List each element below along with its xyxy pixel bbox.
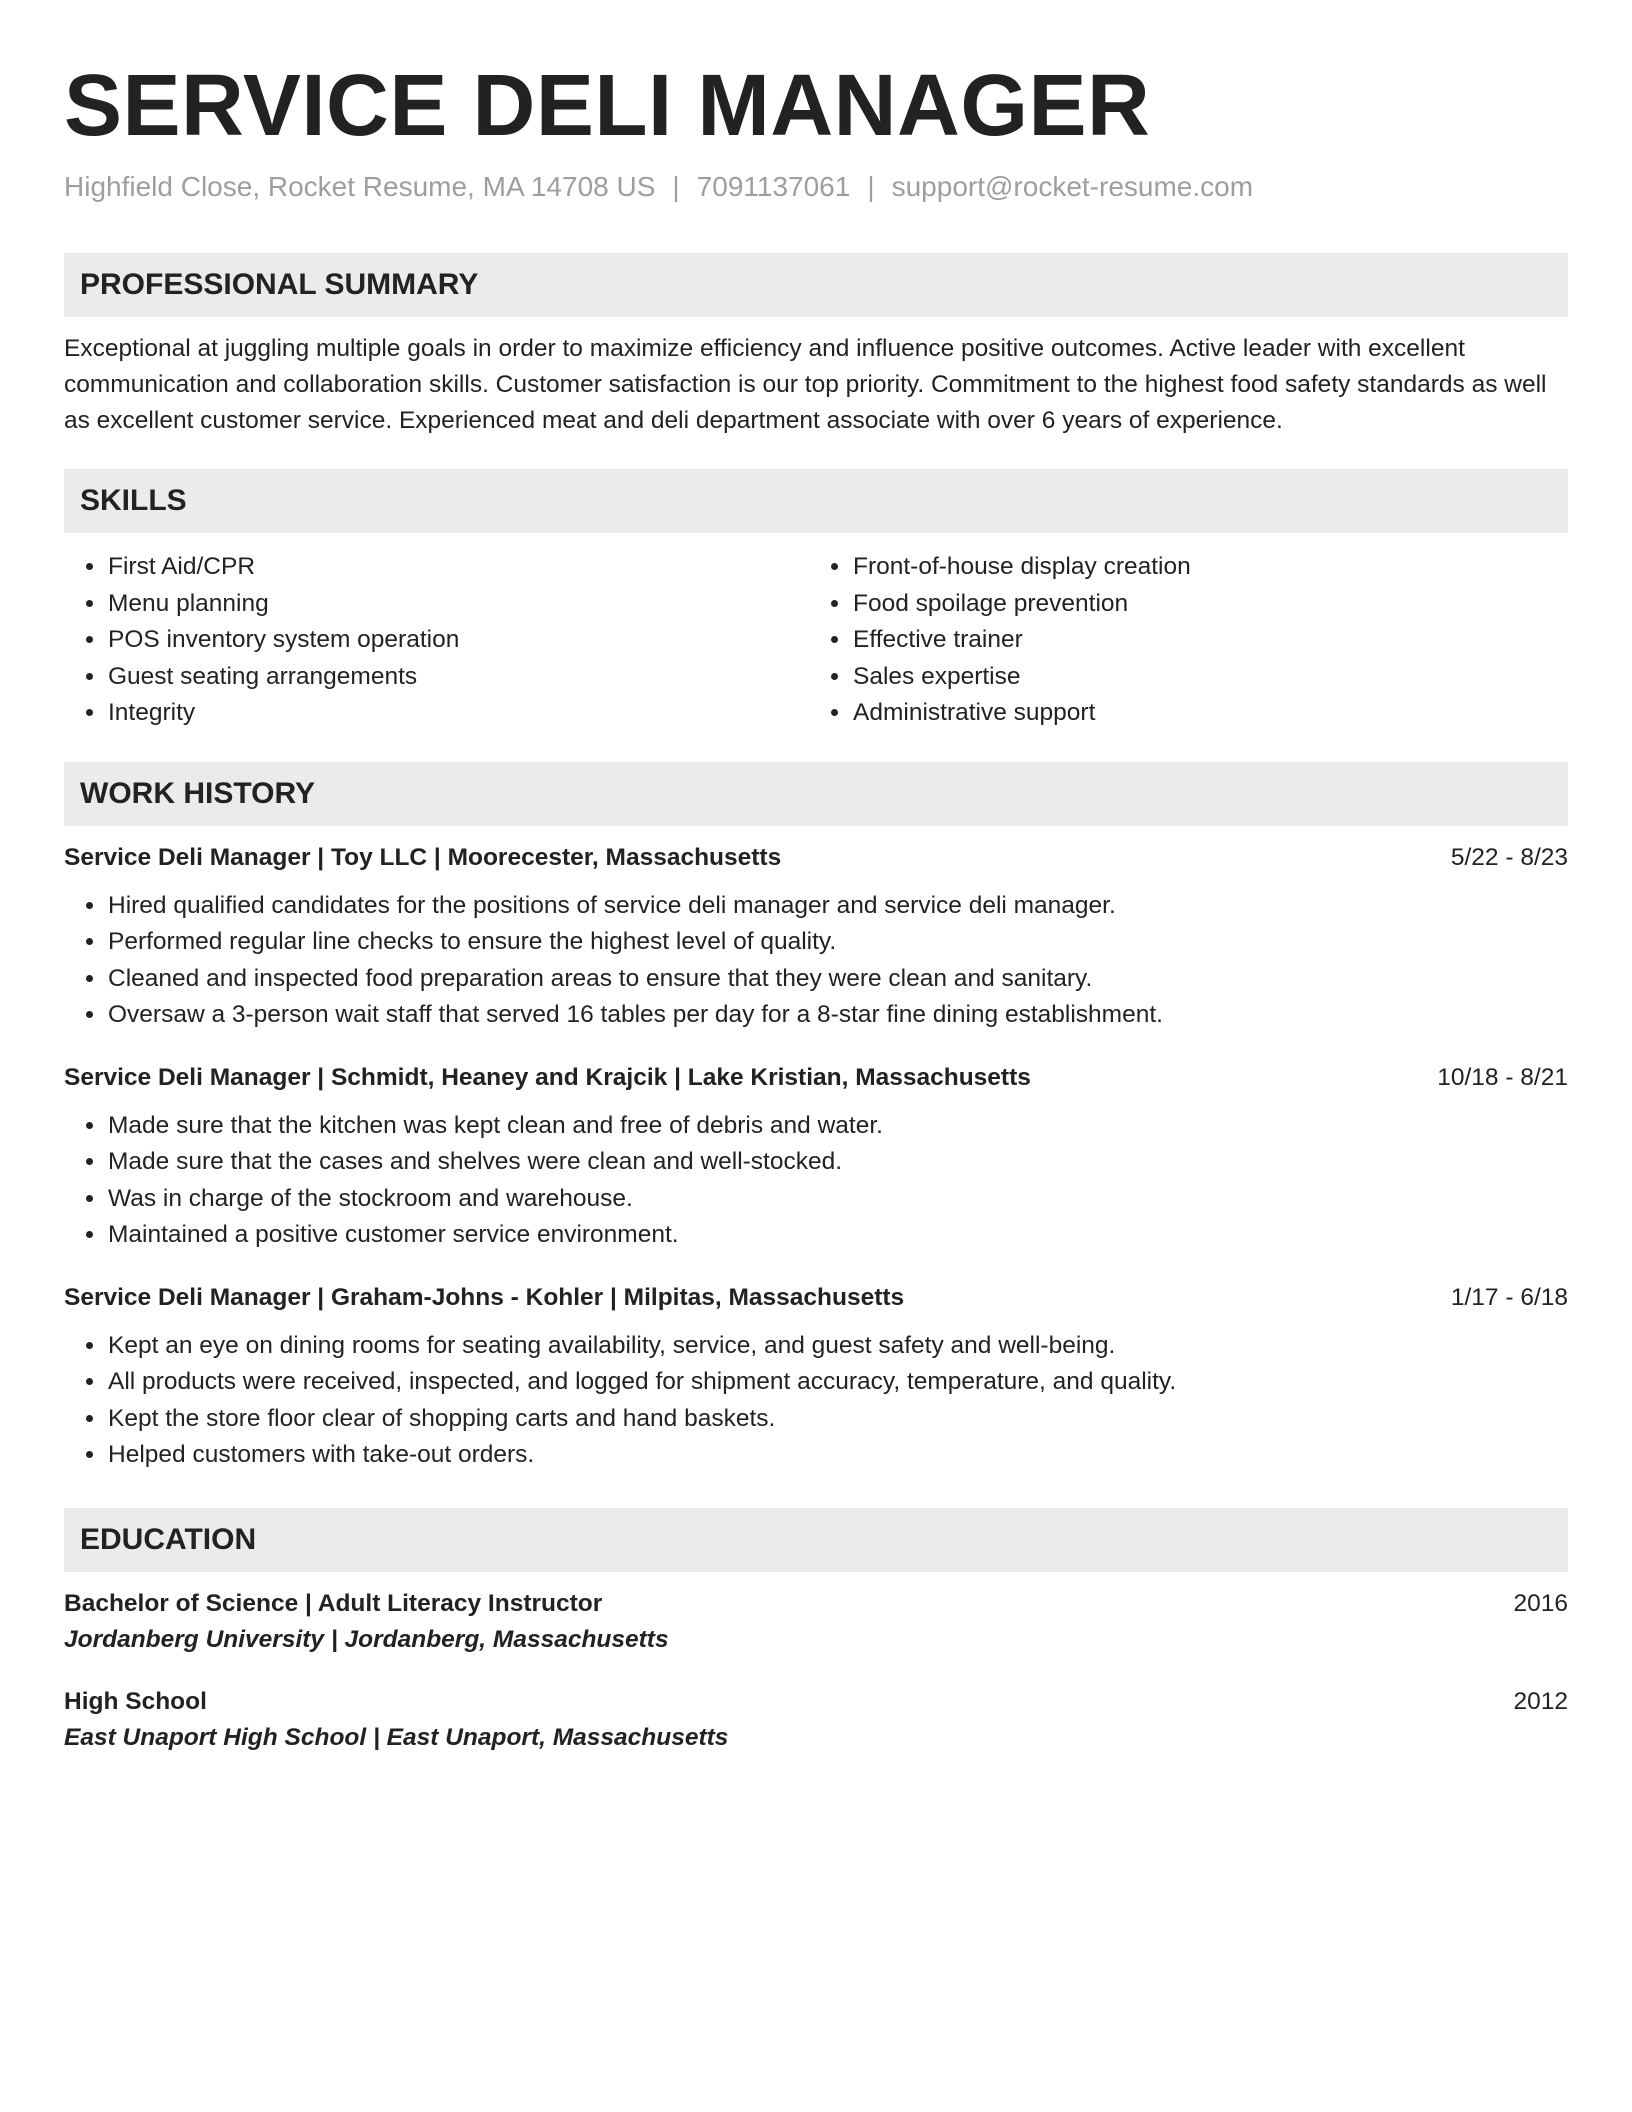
job-bullet: • Performed regular line checks to ensure the highest level of quality. <box>107 924 1568 961</box>
section-heading-summary: PROFESSIONAL SUMMARY <box>64 253 1568 317</box>
job-title: Service Deli Manager | Schmidt, Heaney and Krajcik | Lake Kristian, Massachusetts <box>64 1063 1031 1091</box>
skill-item: • Front-of-house display creation <box>852 549 1568 586</box>
job-title: Service Deli Manager | Graham-Johns - Kohler | Milpitas, Massachusetts <box>64 1283 905 1311</box>
job-dates: 1/17 - 6/18 <box>1450 1283 1568 1311</box>
skill-item: • First Aid/CPR <box>107 549 816 586</box>
skill-item: • Food spoilage prevention <box>852 586 1568 623</box>
job-bullet: • Made sure that the kitchen was kept clean and free of debris and water. <box>107 1108 1568 1145</box>
contact-line <box>64 171 1568 203</box>
job-header <box>64 1064 1568 1092</box>
job-bullet: • Made sure that the cases and shelves were clean and well-stocked. <box>107 1144 1568 1181</box>
job-bullets <box>64 888 1568 1034</box>
education-year: 2016 <box>1513 1589 1568 1617</box>
job-dates: 10/18 - 8/21 <box>1437 1063 1568 1091</box>
job-entry <box>64 844 1568 1034</box>
job-bullet: • Maintained a positive customer service environment. <box>107 1217 1568 1254</box>
skills-column-left <box>64 549 816 732</box>
skills-list <box>64 549 1568 732</box>
job-bullet: • Hired qualified candidates for the positions of service deli manager and service deli manager. <box>107 888 1568 925</box>
contact-email: support@rocket-resume.com <box>891 171 1254 202</box>
education-header <box>64 1590 1568 1618</box>
job-bullet: • Kept an eye on dining rooms for seating availability, service, and guest safety and well-being. <box>107 1328 1568 1365</box>
section-heading-skills: SKILLS <box>64 469 1568 533</box>
skill-item: • Guest seating arrangements <box>107 659 816 696</box>
contact-separator: | <box>672 171 680 202</box>
work-history <box>64 844 1568 1474</box>
education-degree: High School <box>64 1687 207 1715</box>
education-degree: Bachelor of Science | Adult Literacy Instructor <box>64 1589 603 1617</box>
education-entry <box>64 1688 1568 1752</box>
job-header <box>64 844 1568 872</box>
job-bullet: • Was in charge of the stockroom and warehouse. <box>107 1181 1568 1218</box>
skill-item: • Effective trainer <box>852 622 1568 659</box>
contact-address: Highfield Close, Rocket Resume, MA 14708 US <box>64 171 656 202</box>
job-dates: 5/22 - 8/23 <box>1450 843 1568 871</box>
job-header <box>64 1284 1568 1312</box>
section-heading-work-history: WORK HISTORY <box>64 762 1568 826</box>
skill-item: • POS inventory system operation <box>107 622 816 659</box>
job-entry <box>64 1284 1568 1474</box>
skill-item: • Menu planning <box>107 586 816 623</box>
job-bullet: • Cleaned and inspected food preparation areas to ensure that they were clean and sanitary. <box>107 961 1568 998</box>
summary-text: Exceptional at juggling multiple goals in order to maximize efficiency and influence positive outcomes. Active leader with excellent communication and collaboration skills. Customer satisfaction is our top priority. Commitment to the highest food safety standards as well as excellent customer service. Experienced meat and deli department associate with over 6 years of experience. <box>64 335 1547 434</box>
job-bullet: • Kept the store floor clear of shopping carts and hand baskets. <box>107 1401 1568 1438</box>
skill-item: • Sales expertise <box>852 659 1568 696</box>
job-title: Service Deli Manager | Toy LLC | Moorecester, Massachusetts <box>64 843 782 871</box>
job-bullets <box>64 1328 1568 1474</box>
skills-column-right <box>816 549 1568 732</box>
skill-item: • Integrity <box>107 695 816 732</box>
education-entry <box>64 1590 1568 1654</box>
education-school: East Unaport High School | East Unaport, Massachusetts <box>64 1723 729 1751</box>
job-bullets <box>64 1108 1568 1254</box>
job-bullet: • Helped customers with take-out orders. <box>107 1437 1568 1474</box>
candidate-name: SERVICE DELI MANAGER <box>64 57 1151 154</box>
contact-separator: | <box>867 171 875 202</box>
education-year: 2012 <box>1513 1687 1568 1715</box>
job-bullet: • Oversaw a 3-person wait staff that served 16 tables per day for a 8-star fine dining establishment. <box>107 997 1568 1034</box>
job-bullet: • All products were received, inspected, and logged for shipment accuracy, temperature, and quality. <box>107 1364 1568 1401</box>
section-heading-education: EDUCATION <box>64 1508 1568 1572</box>
contact-phone: 7091137061 <box>696 171 851 202</box>
skill-item: • Administrative support <box>852 695 1568 732</box>
education-header <box>64 1688 1568 1716</box>
job-entry <box>64 1064 1568 1254</box>
education-school: Jordanberg University | Jordanberg, Massachusetts <box>64 1625 669 1653</box>
